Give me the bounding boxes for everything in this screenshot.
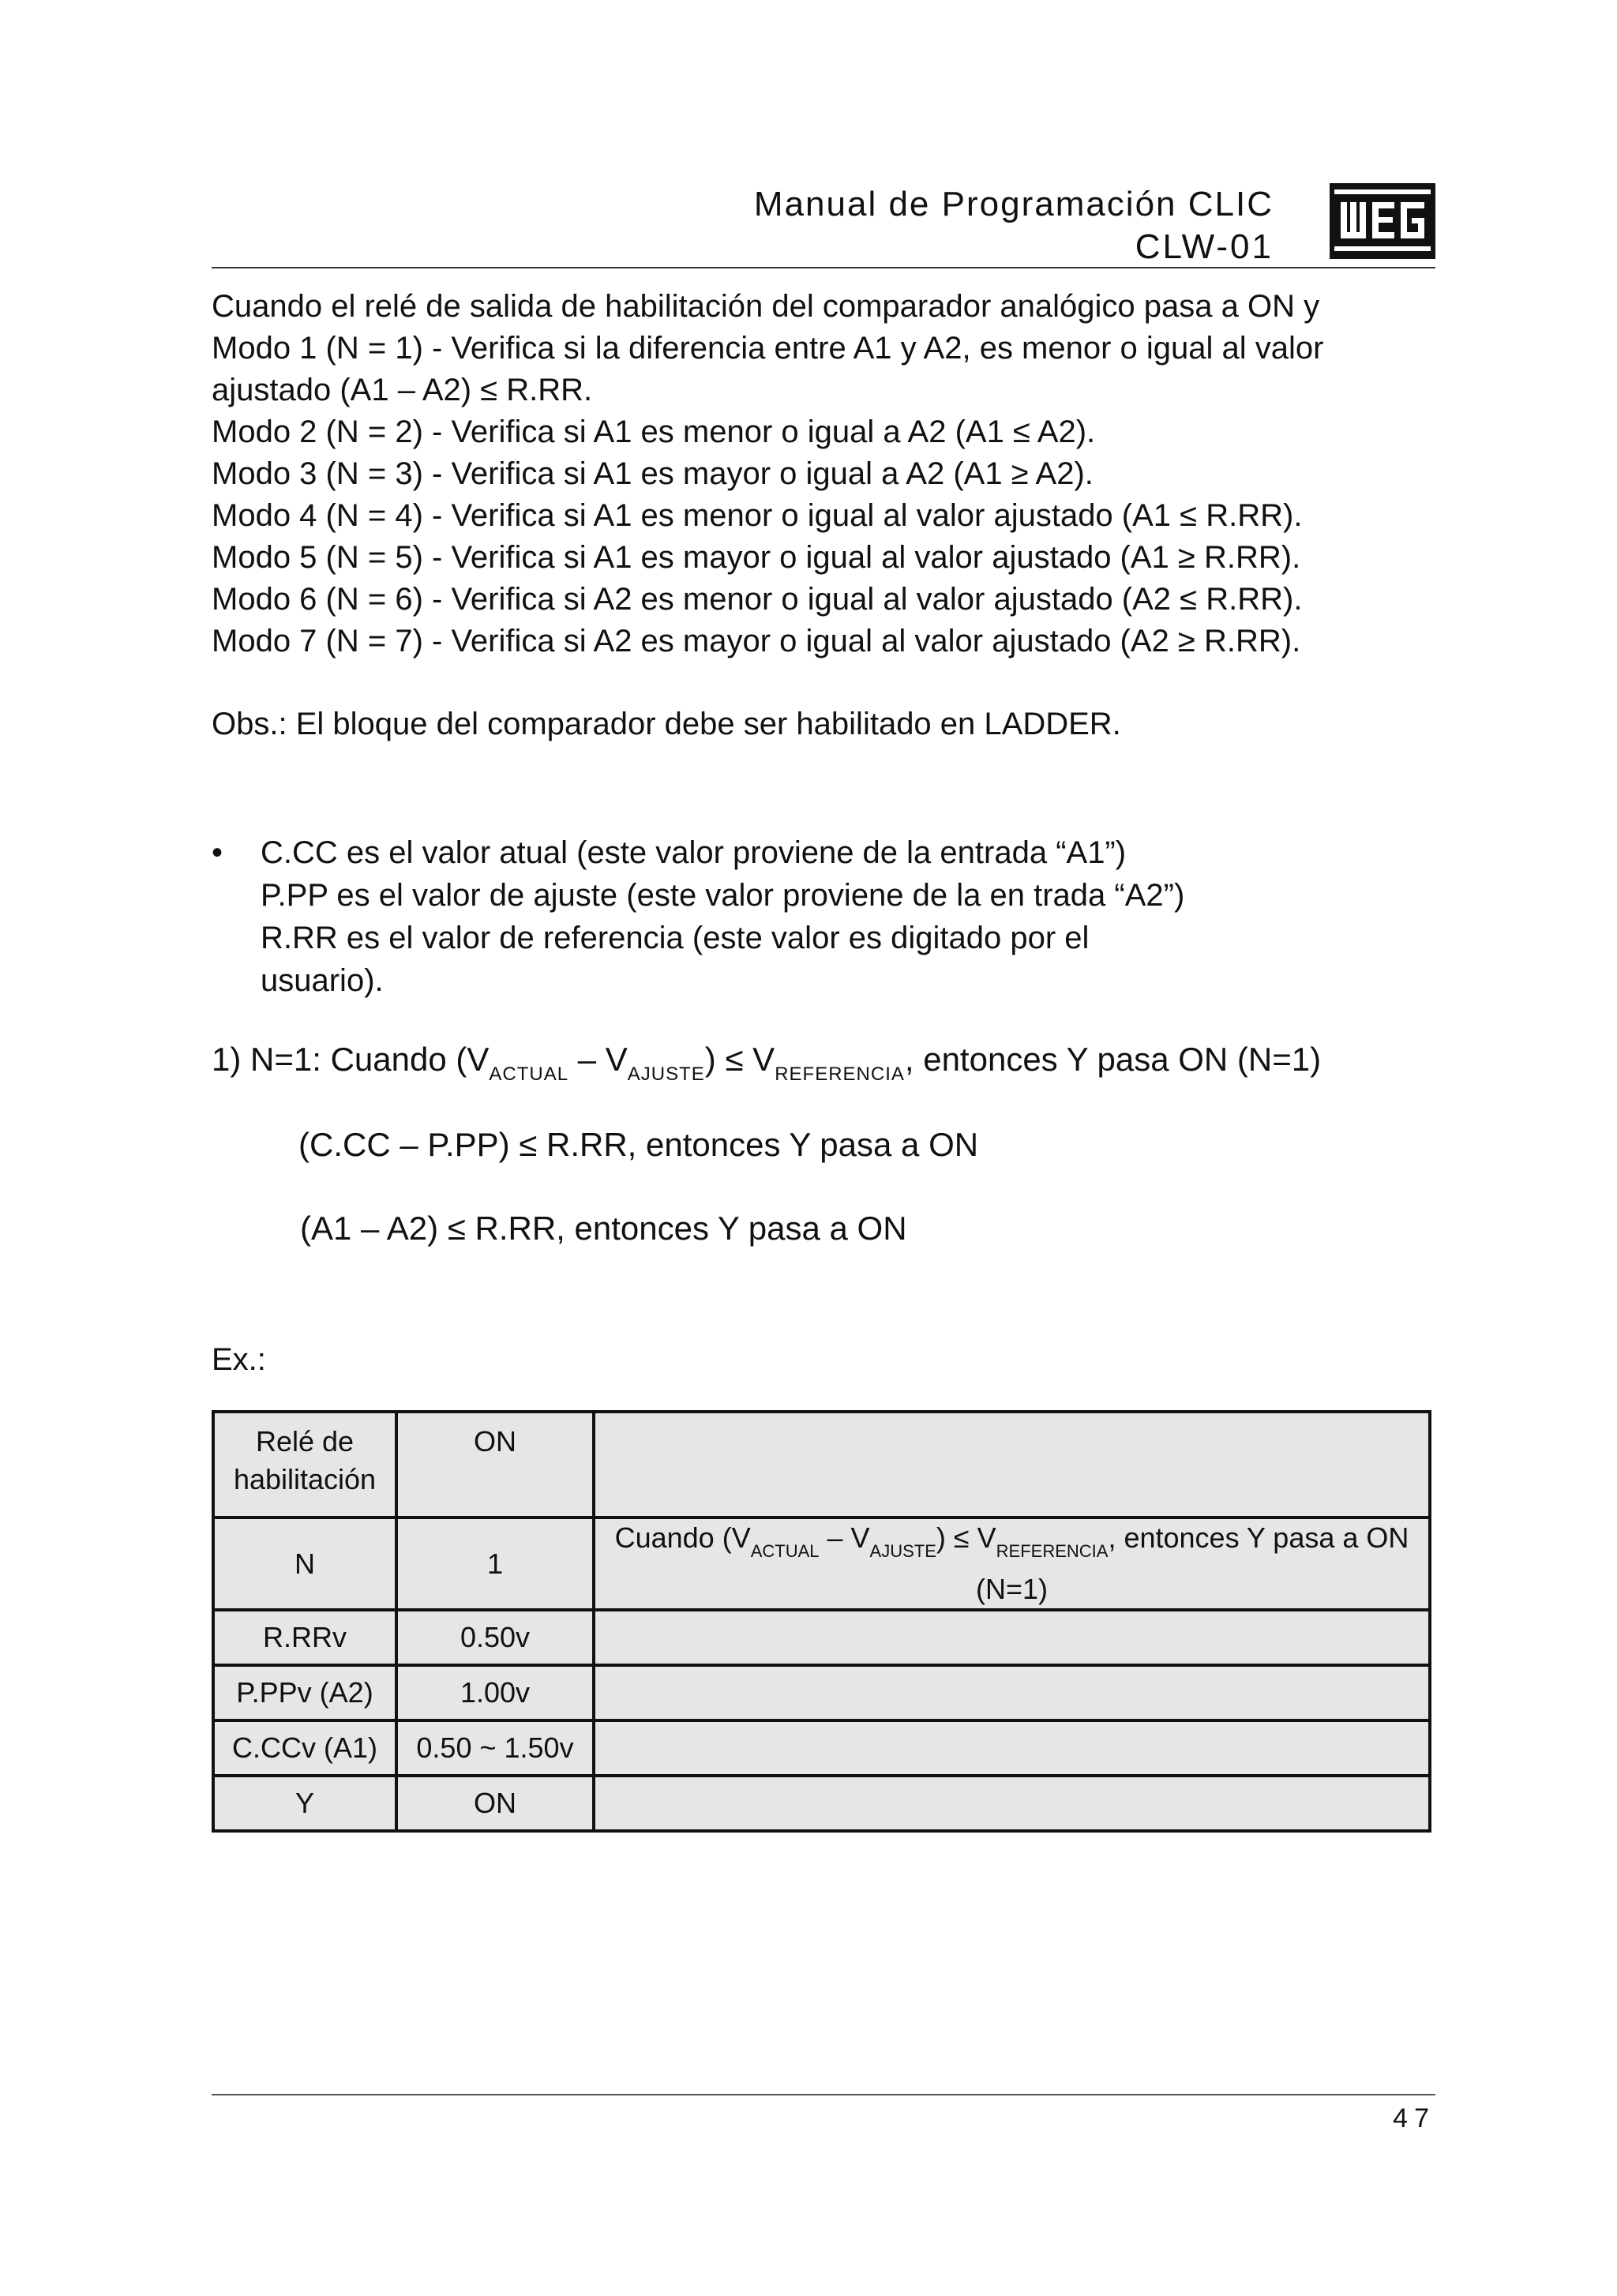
table-cell-label: Y [213,1776,396,1831]
table-cell-note [594,1776,1430,1831]
text-line: R.RR es el valor de referencia (este valor es digitado por el [261,921,1090,955]
table-cell-note: Cuando $(V_{ACTUAL} - V_{AJUSTE}) \le V_{REFERENCIA}$, entonces Y pasa a ON (N=1) [594,1518,1430,1610]
footer-divider [212,2094,1435,2095]
model-label: CLW-01 [1135,227,1274,266]
table-row [213,1665,1430,1720]
table-cell-note [594,1610,1430,1665]
table-cell-value: ON [396,1412,594,1518]
equation-n1: 1) N=1: Cuando $(V_{ACTUAL} - V_{AJUSTE}) \le V_{REFERENCIA}$, entonces Y pasa ON (N=1) [212,1041,1322,1085]
table-cell-value: 0.50 ~ 1.50v [396,1720,594,1776]
table-cell-label: R.RRv [213,1610,396,1665]
table-cell-label: N [213,1518,396,1610]
equation-inputs: (A1 – A2) ≤ R.RR, entonces Y pasa a ON [300,1210,907,1247]
text-line: Modo 2 (N = 2) - Verifica si A1 es menor o igual a A2 (A1 ≤ A2). [212,415,1096,449]
example-label: Ex.: [212,1342,266,1377]
text-line: usuario). [261,963,384,998]
table-cell-note [594,1720,1430,1776]
table-cell-value: ON [396,1776,594,1831]
text-line: Modo 7 (N = 7) - Verifica si A2 es mayor o igual al valor ajustado (A2 ≥ R.RR). [212,624,1301,658]
text-line: Modo 5 (N = 5) - Verifica si A1 es mayor o igual al valor ajustado (A1 ≥ R.RR). [212,540,1301,575]
text-line: Modo 3 (N = 3) - Verifica si A1 es mayor o igual a A2 (A1 ≥ A2). [212,456,1094,491]
table-row [213,1720,1430,1776]
table-row [213,1776,1430,1831]
table-cell-note [594,1665,1430,1720]
table-row [213,1518,1430,1610]
table-row [213,1610,1430,1665]
obs-note: Obs.: El bloque del comparador debe ser habilitado en LADDER. [212,707,1121,741]
table-row [213,1412,1430,1518]
equation-registers: (C.CC – P.PP) ≤ R.RR, entonces Y pasa a ON [298,1126,979,1163]
text-line: Modo 6 (N = 6) - Verifica si A2 es menor o igual al valor ajustado (A2 ≤ R.RR). [212,582,1303,617]
header-divider [212,267,1435,268]
table-cell-label: Relé de habilitación [213,1412,396,1518]
table-cell-value: 1.00v [396,1665,594,1720]
table-cell-value: 1 [396,1518,594,1610]
bullet-text [261,831,1184,1002]
table-cell-label: C.CCv (A1) [213,1720,396,1776]
text-line: Modo 1 (N = 1) - Verifica si la diferencia entre A1 y A2, es menor o igual al valor [212,331,1324,366]
comparator-modes-text [212,286,1443,662]
text-line: P.PP es el valor de ajuste (este valor proviene de la en trada “A2”) [261,878,1185,913]
example-table [212,1410,1431,1833]
bullet-icon: • [212,835,223,870]
text-line: ajustado (A1 – A2) ≤ R.RR. [212,373,593,407]
table-cell-label: P.PPv (A2) [213,1665,396,1720]
manual-title: Manual de Programación CLIC [753,185,1274,223]
weg-logo [1330,183,1435,259]
table-cell-value: 0.50v [396,1610,594,1665]
text-line: Cuando el relé de salida de habilitación del comparador analógico pasa a ON y [212,289,1320,324]
text-line: C.CC es el valor atual (este valor proviene de la entrada “A1”) [261,835,1127,870]
table-cell-note [594,1412,1430,1518]
text-line: Modo 4 (N = 4) - Verifica si A1 es menor o igual al valor ajustado (A1 ≤ R.RR). [212,498,1303,533]
page-header [212,180,1435,272]
page-number: 47 [1393,2103,1435,2133]
